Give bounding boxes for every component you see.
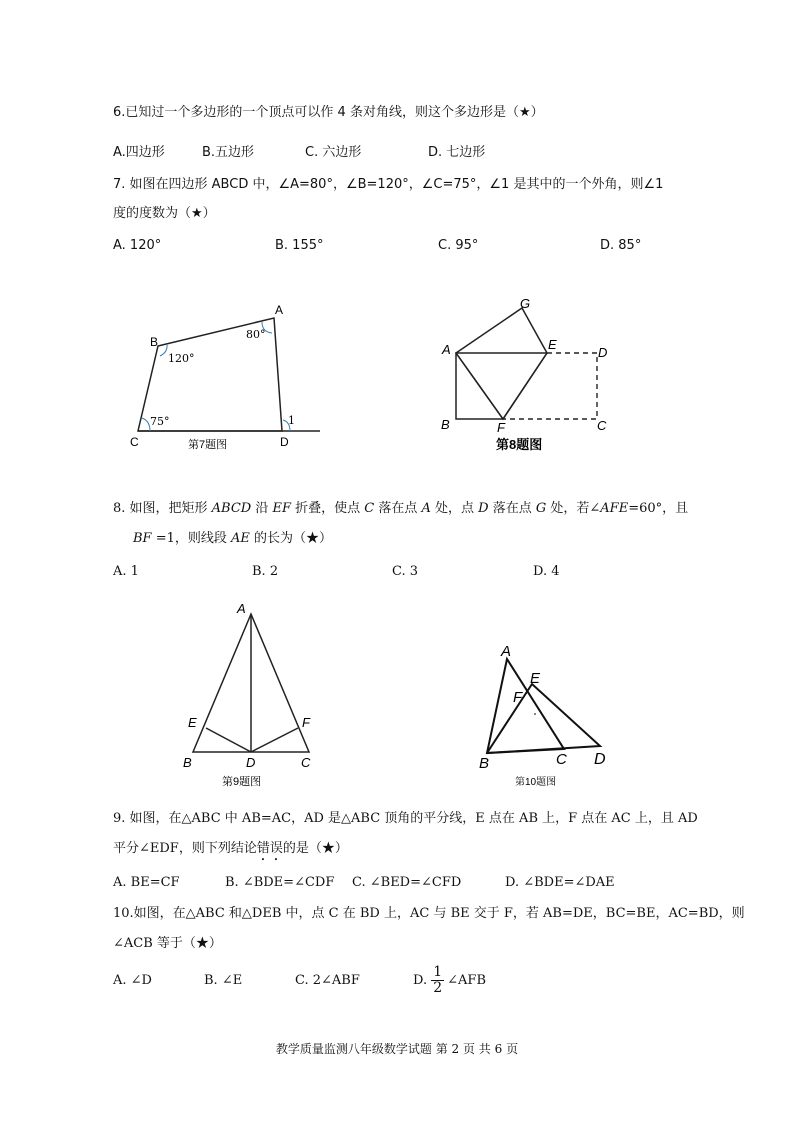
q9-stem-line1: 9. 如图，在△ABC 中 AB=AC，AD 是△ABC 顶角的平分线，E 点在 AB 上，F 点在 AC 上，且 AD <box>113 811 698 826</box>
fig7-angle-c: 75° <box>150 415 170 428</box>
q8-text: 落在点 <box>488 501 536 516</box>
fig7-label-d: D <box>280 435 289 449</box>
q7-option-a: A. 120° <box>113 238 162 253</box>
q8-text: 折叠，使点 <box>291 501 365 516</box>
q6-option-b: B.五边形 <box>202 145 255 160</box>
fig10-label-c: C <box>556 751 567 768</box>
fig10-mark-dot <box>534 713 536 715</box>
q8-point-c: C <box>364 501 375 516</box>
q8-option-b: B. 2 <box>252 564 279 579</box>
fig9-label-a: A <box>237 601 246 616</box>
q8-point-d: D <box>478 501 489 516</box>
fraction-denominator: 2 <box>433 980 443 996</box>
fig10-caption: 第10题图 <box>515 777 557 788</box>
figure-9 <box>180 600 320 790</box>
q10-option-d-angle: ∠AFB <box>447 973 487 988</box>
q9-text: 平分∠EDF，则下列结论 <box>113 841 257 856</box>
fig8-label-c: C <box>597 418 607 433</box>
fig9-segment-de <box>206 728 251 752</box>
fig8-left-rect <box>456 353 547 419</box>
q7-option-b: B. 155° <box>275 238 324 253</box>
fig9-caption: 第9题图 <box>222 776 262 788</box>
q8-segment-ae: AE <box>231 531 250 546</box>
q6-option-d: D. 七边形 <box>428 145 486 160</box>
fig8-label-d: D <box>598 345 608 360</box>
q9-option-c: C. ∠BED=∠CFD <box>352 875 462 890</box>
fig8-label-f: F <box>497 420 505 435</box>
q9-option-a: A. BE=CF <box>113 875 180 890</box>
q8-text: 沿 <box>251 501 273 516</box>
fig10-label-f: F <box>513 689 523 706</box>
fig9-label-c: C <box>301 755 311 770</box>
fig7-angle-a: 80° <box>246 328 266 341</box>
q8-segment-bf: BF <box>133 531 152 546</box>
fig9-segment-df <box>251 728 298 752</box>
fig7-arc-c <box>142 418 150 431</box>
fig7-label-a: A <box>275 303 284 317</box>
q9-emphasis: 错误 <box>256 841 283 856</box>
q8-text: 8. 如图，把矩形 <box>113 501 212 516</box>
q8-angle-name: AFE <box>600 501 629 516</box>
q8-text: =60°，且 <box>628 501 689 516</box>
q8-text: 落在点 <box>374 501 422 516</box>
q9-option-b: B. ∠BDE=∠CDF <box>225 875 335 890</box>
fig8-caption: 第8题图 <box>496 437 543 452</box>
q8-option-d: D. 4 <box>533 564 560 579</box>
fig7-caption: 第7题图 <box>188 439 228 451</box>
fig7-ext-angle: 1 <box>288 414 295 427</box>
fig8-label-e: E <box>548 337 557 352</box>
q8-text: 处，点 <box>430 501 479 516</box>
fig8-fold-ef <box>503 353 547 419</box>
fig10-label-e: E <box>530 670 541 687</box>
fig10-label-a: A <box>501 643 512 660</box>
fig8-label-b: B <box>441 417 450 432</box>
q8-point-g: G <box>535 501 547 516</box>
fig7-label-b: B <box>150 335 159 349</box>
q10-option-d-label: D. <box>413 973 428 988</box>
q9-text: 的是（★） <box>282 841 348 856</box>
q6-option-c: C. 六边形 <box>305 145 362 160</box>
fig7-label-c: C <box>130 435 139 449</box>
fig8-dashed-rect <box>503 353 597 419</box>
q10-option-d <box>413 963 486 999</box>
figure-10 <box>470 635 620 795</box>
fig8-folded-part <box>456 308 547 419</box>
q10-option-c: C. 2∠ABF <box>295 973 360 988</box>
q8-point-a: A <box>421 501 431 516</box>
fig9-label-b: B <box>183 755 192 770</box>
q8-text: =1，则线段 <box>151 531 232 546</box>
fraction-numerator: 1 <box>433 964 443 980</box>
half-fraction <box>431 965 444 996</box>
figure-7 <box>120 295 330 455</box>
q10-stem-line1: 10.如图，在△ABC 和△DEB 中，点 C 在 BD 上，AC 与 BE 交于 F，若 AB=DE，BC=BE，AC=BD，则 <box>113 906 745 921</box>
fig9-label-e: E <box>188 715 197 730</box>
q8-stem-line2 <box>133 530 332 548</box>
fig8-line-ae-fold <box>456 353 503 419</box>
q8-fold-name: EF <box>272 501 292 516</box>
q8-option-c: C. 3 <box>392 564 419 579</box>
q7-option-c: C. 95° <box>438 238 479 253</box>
fig10-label-b: B <box>479 755 490 772</box>
q8-stem-line1 <box>113 500 688 518</box>
figure-8 <box>435 290 615 460</box>
fig8-label-a: A <box>442 342 451 357</box>
q7-stem-line1: 7. 如图在四边形 ABCD 中，∠A=80°，∠B=120°，∠C=75°，∠1 是其中的一个外角，则∠1 <box>113 177 664 192</box>
q10-option-a: A. ∠D <box>113 973 152 988</box>
q8-text: 处，若∠ <box>546 501 601 516</box>
q6-stem: 6.已知过一个多边形的一个顶点可以作 4 条对角线，则这个多边形是（★） <box>113 105 544 120</box>
fig10-label-d: D <box>594 751 606 768</box>
fig8-label-g: G <box>520 296 531 311</box>
q10-stem-line2: ∠ACB 等于（★） <box>113 936 222 951</box>
q9-option-d: D. ∠BDE=∠DAE <box>505 875 615 890</box>
q7-stem-line2: 度的度数为（★） <box>113 206 216 221</box>
page-footer: 教学质量监测八年级数学试题 第 2 页 共 6 页 <box>275 1042 519 1056</box>
q6-option-a: A.四边形 <box>113 145 165 160</box>
q8-rect-name: ABCD <box>211 501 252 516</box>
q10-option-b: B. ∠E <box>204 973 243 988</box>
fig7-angle-b: 120° <box>168 352 195 365</box>
q8-option-a: A. 1 <box>113 564 139 579</box>
q9-stem-line2 <box>113 840 348 864</box>
fig9-label-f: F <box>302 715 310 730</box>
fig10-triangle-abc <box>487 659 564 753</box>
fig9-label-d: D <box>246 755 256 770</box>
q8-text: 的长为（★） <box>249 531 333 546</box>
q7-option-d: D. 85° <box>600 238 642 253</box>
